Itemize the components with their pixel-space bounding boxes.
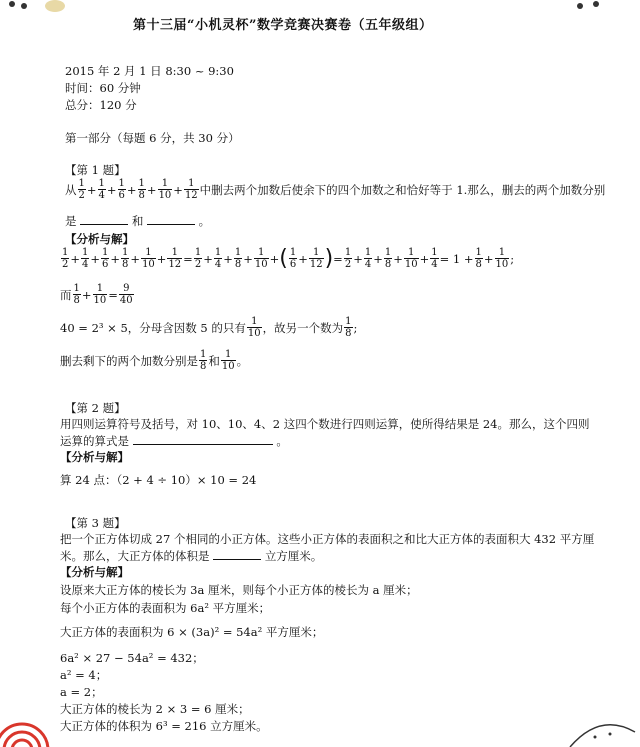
q3-step-6: a = 2； xyxy=(60,685,103,699)
corner-decoration-top-right xyxy=(560,0,640,18)
q2-text2-end: 。 xyxy=(276,434,288,448)
q2-answer: 算 24 点：（2 + 4 ÷ 10）× 10 = 24 xyxy=(60,473,257,487)
answer-blank xyxy=(80,212,128,225)
q1-solution-eq1: $\frac{1}{2}$ + $\frac{1}{4}$ + $\frac{1}{6}$ + $\frac{1}{8}$ + $\frac{1}{10}$ + $\frac{1}{12}$ = $\frac{1}{2}$ + $\frac{1}{4}$ + $\frac{1}{8}$ + $\frac{1}{10}$ + ( $\frac{1}{6}$ + $\frac{1}{12}$ ) = $\frac{1}{2}$ + $\frac{1}{4}$ + $\frac{1}{8}$ + $\frac{1}{10}$ + $\frac{1}{4}$ = 1 + $\frac{1}{8}$ + $\frac{1}{10}$ ; xyxy=(62,245,515,271)
q1-eq1-tail: = 1 + xyxy=(439,251,474,266)
question-2-label: 【第 2 题】 xyxy=(65,401,126,415)
q1-sol4-a: 删去剩下的两个加数分别是 xyxy=(60,353,198,368)
q1-analysis-label: 【分析与解】 xyxy=(65,232,134,246)
corner-decoration-bottom-left xyxy=(0,712,60,747)
q1-blank-mid: 和 xyxy=(131,214,144,228)
question-3-text-line1: 把一个正方体切成 27 个相同的小正方体。这些小正方体的表面积之和比大正方体的表面积大 432 平方厘 xyxy=(60,532,595,546)
q2-text2: 运算的算式是 xyxy=(60,434,129,448)
q3-text2: 米。那么，大正方体的体积是 xyxy=(60,549,210,563)
q3-step-5: a² = 4； xyxy=(60,668,108,682)
question-3-label: 【第 3 题】 xyxy=(65,516,126,530)
q3-step-3: 大正方体的表面积为 6 × (3a)² = 54a² 平方厘米； xyxy=(60,625,324,639)
q1-blank-pre: 是 xyxy=(65,214,77,228)
corner-decoration-bottom-right xyxy=(560,712,640,747)
q3-step-1: 设原来大正方体的棱长为 3a 厘米，则每个小正方体的棱长为 a 厘米； xyxy=(60,583,418,597)
question-1-blanks xyxy=(65,212,210,229)
question-1-text: 从 $\frac{1}{2}$ + $\frac{1}{4}$ + $\frac{1}{6}$ + $\frac{1}{8}$ + $\frac{1}{10}$ + $\frac{1}{12}$ 中删去两个加数后使余下的四个加数之和恰好等于 1.那么，删去的两个加数分别 xyxy=(65,178,606,201)
question-2-text-line1: 用四则运算符号及括号，对 10、10、4、2 这四个数进行四则运算，使所得结果是 24。那么，这个四则 xyxy=(60,417,590,431)
answer-blank xyxy=(213,547,261,560)
exam-time: 时间：60 分钟 xyxy=(65,81,141,95)
q3-analysis-label: 【分析与解】 xyxy=(60,565,129,579)
q1-sol4-b: 和 xyxy=(208,353,220,368)
page-title: 第十三届“小机灵杯”数学竞赛决赛卷（五年级组） xyxy=(133,18,433,33)
q1-text-post: 中删去两个加数后使余下的四个加数之和恰好等于 1.那么，删去的两个加数分别 xyxy=(199,182,606,197)
exam-score: 总分：120 分 xyxy=(65,98,137,112)
q1-solution-eq4: 删去剩下的两个加数分别是 $\frac{1}{8}$ 和 $\frac{1}{10}$ 。 xyxy=(60,349,249,372)
q1-text-pre: 从 xyxy=(65,182,77,197)
q1-sol3-a: 40 = 2³ × 5，分母含因数 5 的只有 xyxy=(60,320,246,335)
answer-blank xyxy=(147,212,195,225)
corner-decoration-top-left xyxy=(0,0,80,18)
q1-solution-eq3: 40 = 2³ × 5，分母含因数 5 的只有 $\frac{1}{10}$ ，故另一个数为 $\frac{1}{8}$ ; xyxy=(60,316,358,339)
q2-analysis-label: 【分析与解】 xyxy=(60,450,129,464)
q3-step-8: 大正方体的体积为 6³ = 216 立方厘米。 xyxy=(60,719,268,733)
q1-sol2-pre: 而 xyxy=(60,287,72,302)
exam-date: 2015 年 2 月 1 日 8:30 ~ 9:30 xyxy=(65,64,234,78)
answer-blank xyxy=(133,432,273,445)
question-1-label: 【第 1 题】 xyxy=(65,163,126,177)
q1-solution-eq2: 而 $\frac{1}{8}$ + $\frac{1}{10}$ = $\frac{9}{40}$ xyxy=(60,283,133,306)
q1-blank-end: 。 xyxy=(198,214,211,228)
question-3-text-line2 xyxy=(60,547,322,564)
q1-sol3-b: ，故另一个数为 xyxy=(262,320,344,335)
q3-step-7: 大正方体的棱长为 2 × 3 = 6 厘米； xyxy=(60,702,250,716)
q3-step-2: 每个小正方体的表面积为 6a² 平方厘米； xyxy=(60,601,271,615)
q3-step-4: 6a² × 27 − 54a² = 432； xyxy=(60,651,204,665)
part-heading: 第一部分（每题 6 分，共 30 分） xyxy=(65,131,240,145)
question-2-text-line2 xyxy=(60,432,288,449)
q3-text2-end: 立方厘米。 xyxy=(264,549,323,563)
